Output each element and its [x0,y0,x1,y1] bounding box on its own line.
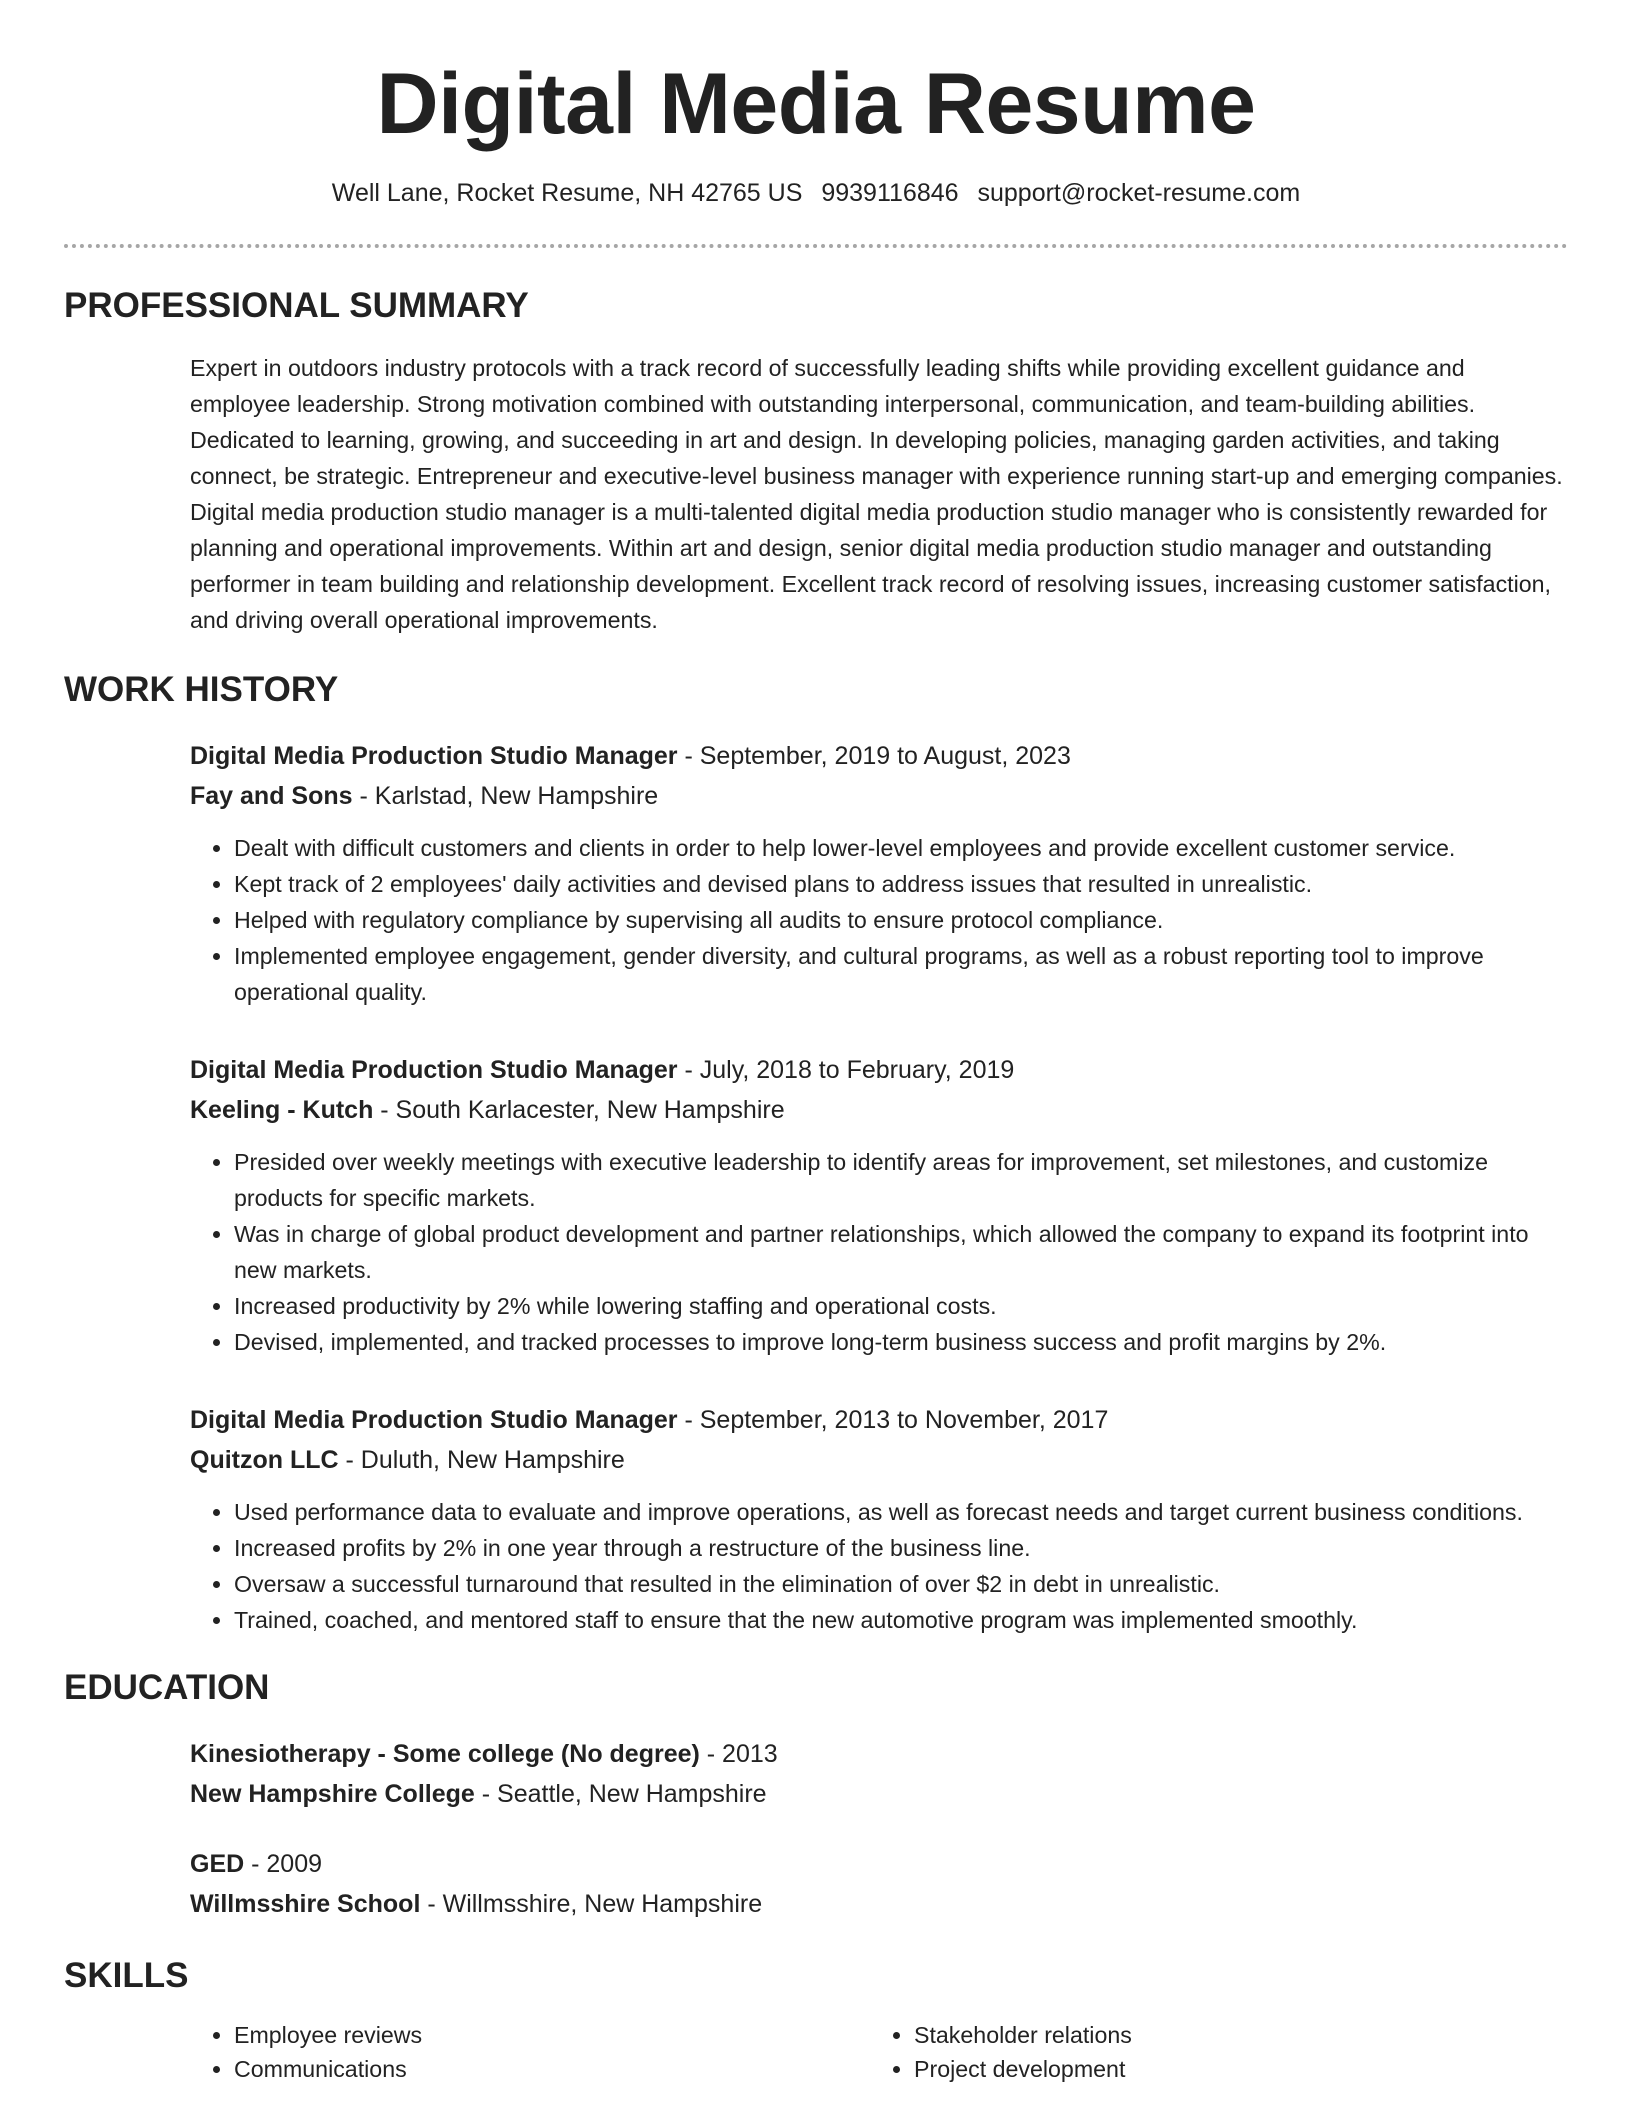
list-item: • Increased profits by 2% in one year through a restructure of the business line. [234,1530,1568,1566]
skill-item: • Communications [234,2052,870,2086]
school-name: Willmsshire School [190,1890,421,1918]
company-line [190,1090,1568,1130]
company-name: Keeling - Kutch [190,1096,374,1124]
degree-name: Kinesiotherapy - Some college (No degree) [190,1740,700,1768]
section-heading-education: EDUCATION [64,1668,270,1707]
degree-line [190,1844,1568,1884]
list-item: • Implemented employee engagement, gender diversity, and cultural programs, as well as a robust reporting tool to improve operational quality. [234,938,1568,1010]
job-title: Digital Media Production Studio Manager [190,1056,678,1084]
company-line [190,776,1568,816]
school-location: - Seattle, New Hampshire [474,1780,767,1808]
school-name: New Hampshire College [190,1780,475,1808]
job-title: Digital Media Production Studio Manager [190,1406,678,1434]
job-title: Digital Media Production Studio Manager [190,742,678,770]
school-location: - Willmsshire, New Hampshire [420,1890,763,1918]
skills-column-left [190,2018,870,2086]
list-item: • Used performance data to evaluate and improve operations, as well as forecast needs and target current business conditions. [234,1494,1568,1530]
skill-item: • Project development [914,2052,1550,2086]
job-title-line [190,1400,1568,1440]
degree-line [190,1734,1568,1774]
section-heading-work-history: WORK HISTORY [64,670,339,709]
work-history-section [64,670,1568,1638]
contact-address: Well Lane, Rocket Resume, NH 42765 US [331,179,803,207]
list-item: • Devised, implemented, and tracked processes to improve long-term business success and profit margins by 2%. [234,1324,1568,1360]
list-item: • Kept track of 2 employees' daily activities and devised plans to address issues that resulted in unrealistic. [234,866,1568,902]
resume-title: Digital Media Resume [376,56,1256,152]
job-bullets [190,830,1568,1010]
section-heading-skills: SKILLS [64,1956,189,1995]
skill-item: • Employee reviews [234,2018,870,2052]
summary-text: Expert in outdoors industry protocols with a track record of successfully leading shifts while providing excellent guidance and employee leadership. Strong motivation combined with outstanding interpersonal, communication, and team-building abilities. Dedicated to learning, growing, and succeeding in art and design. In developing policies, managing garden activities, and taking connect, be strategic. Entrepreneur and executive-level business manager with experience running start-up and emerging companies. Digital media production studio manager is a multi-talented digital media production studio manager who is consistently rewarded for planning and operational improvements. Within art and design, senior digital media production studio manager and outstanding performer in team building and relationship development. Excellent track record of resolving issues, increasing customer satisfaction, and driving overall operational improvements. [190,355,1563,633]
job-dates: - July, 2018 to February, 2019 [677,1056,1015,1084]
education-entry [190,1844,1568,1924]
company-name: Fay and Sons [190,782,353,810]
education-entry [190,1734,1568,1814]
job-dates: - September, 2019 to August, 2023 [677,742,1071,770]
summary-section [64,286,1568,638]
degree-year: - 2009 [244,1850,323,1878]
company-location: - Karlstad, New Hampshire [352,782,659,810]
school-line [190,1884,1568,1924]
education-section [64,1668,1568,1924]
job-bullets [190,1144,1568,1360]
job-entry [190,1050,1568,1360]
degree-name: GED [190,1850,245,1878]
job-title-line [190,736,1568,776]
degree-year: - 2013 [699,1740,778,1768]
job-entry [190,736,1568,1010]
company-location: - South Karlacester, New Hampshire [373,1096,785,1124]
job-entry [190,1400,1568,1638]
list-item: • Increased productivity by 2% while lowering staffing and operational costs. [234,1288,1568,1324]
list-item: • Was in charge of global product development and partner relationships, which allowed the company to expand its footprint into new markets. [234,1216,1568,1288]
job-bullets [190,1494,1568,1638]
job-title-line [190,1050,1568,1090]
school-line [190,1774,1568,1814]
list-item: • Trained, coached, and mentored staff to ensure that the new automotive program was implemented smoothly. [234,1602,1568,1638]
contact-phone: 9939116846 [821,179,959,207]
company-location: - Duluth, New Hampshire [338,1446,625,1474]
job-dates: - September, 2013 to November, 2017 [677,1406,1109,1434]
skills-grid [190,2018,1568,2086]
contact-email: support@rocket-resume.com [977,179,1301,207]
skills-section [64,1956,1568,2086]
list-item: • Helped with regulatory compliance by supervising all audits to ensure protocol compliance. [234,902,1568,938]
skill-item: • Stakeholder relations [914,2018,1550,2052]
section-heading-summary: PROFESSIONAL SUMMARY [64,286,529,325]
list-item: • Presided over weekly meetings with executive leadership to identify areas for improvement, set milestones, and customize products for specific markets. [234,1144,1568,1216]
skills-column-right [870,2018,1550,2086]
list-item: • Oversaw a successful turnaround that resulted in the elimination of over $2 in debt in unrealistic. [234,1566,1568,1602]
contact-info [64,178,1568,208]
header-divider [64,244,1568,248]
company-line [190,1440,1568,1480]
company-name: Quitzon LLC [190,1446,339,1474]
list-item: • Dealt with difficult customers and clients in order to help lower-level employees and provide excellent customer service. [234,830,1568,866]
